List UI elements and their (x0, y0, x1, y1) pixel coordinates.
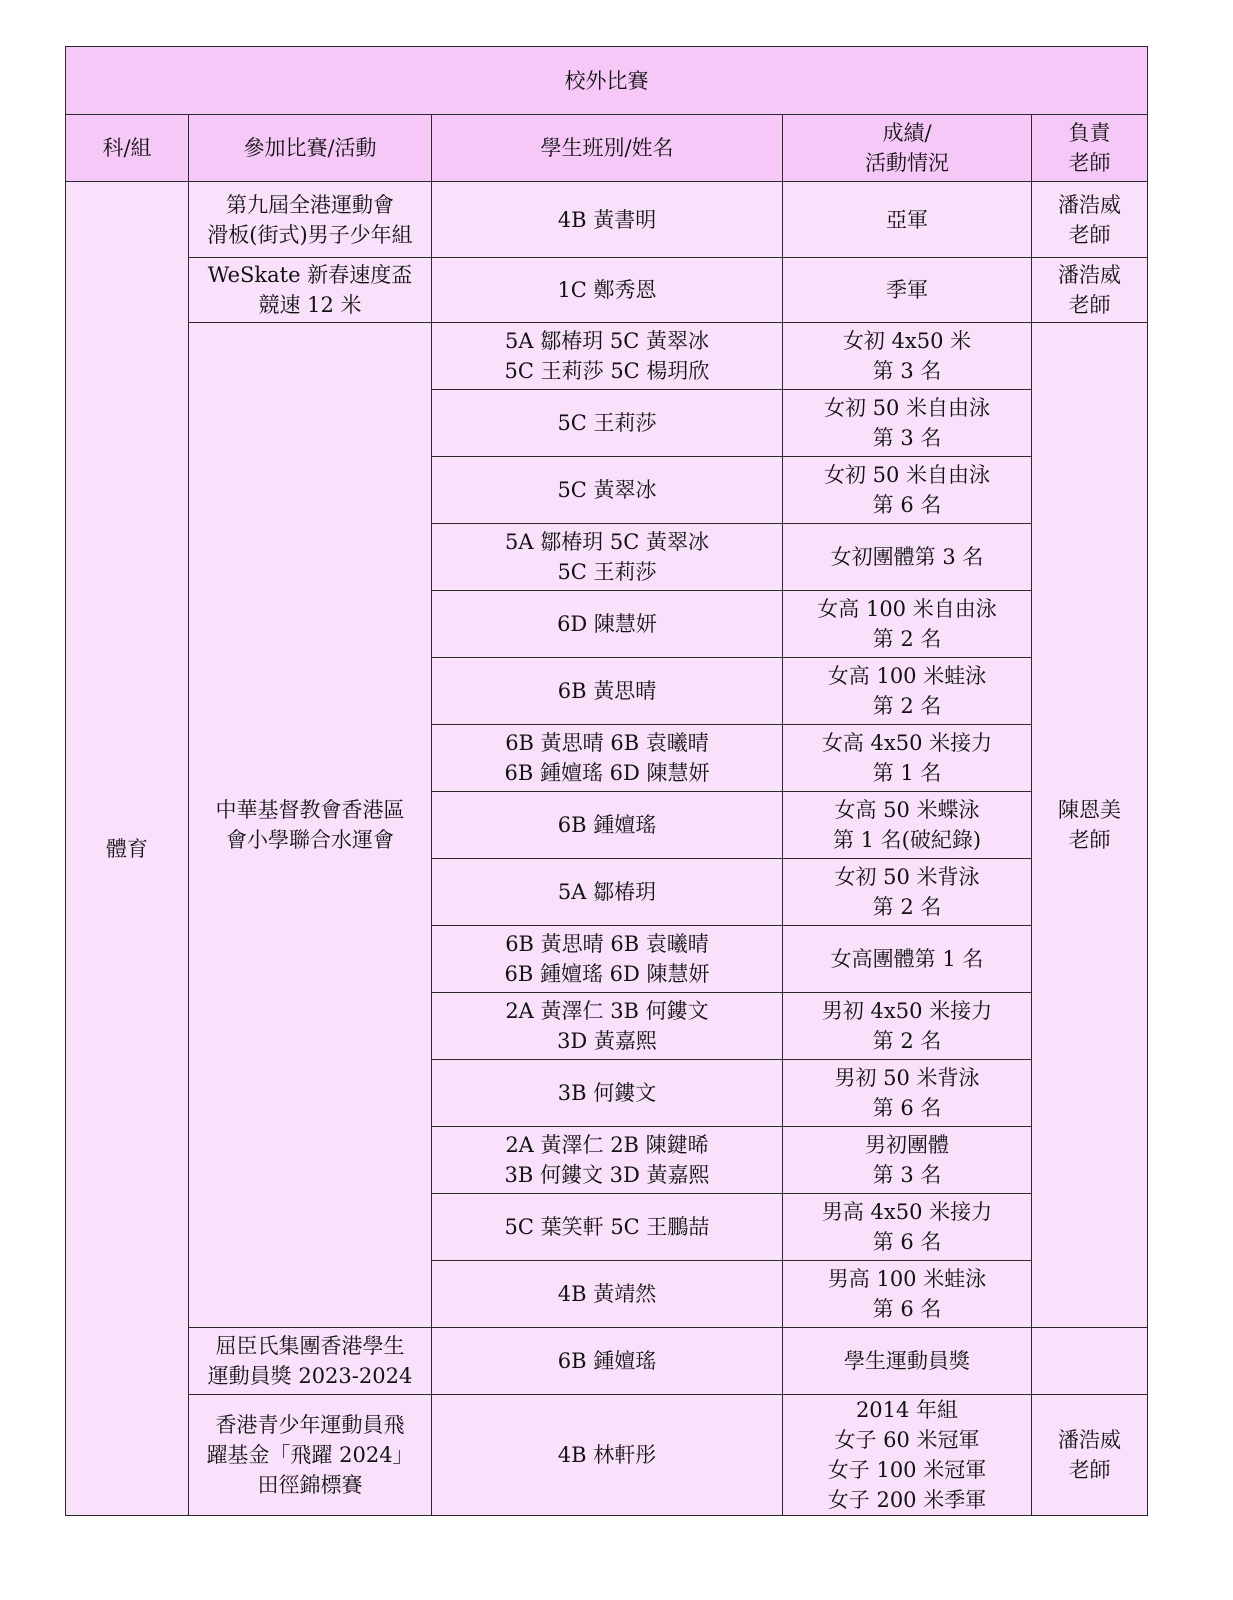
table-row (66, 323, 1148, 390)
student-cell: 5A 鄒椿玥 (432, 859, 783, 926)
student-cell: 6B 鍾嬗瑤 (432, 1328, 783, 1395)
student-cell: 6B 黃思晴 6B 袁曦晴 6B 鍾嬗瑤 6D 陳慧妍 (432, 725, 783, 792)
header-teacher: 負責 老師 (1032, 115, 1148, 182)
student-cell: 3B 何鏤文 (432, 1060, 783, 1127)
result-cell: 男初團體 第 3 名 (783, 1127, 1032, 1194)
student-cell: 5C 葉笑軒 5C 王鵬喆 (432, 1194, 783, 1261)
event-cell: 屈臣氏集團香港學生 運動員獎 2023-2024 (189, 1328, 432, 1395)
teacher-cell: 陳恩美 老師 (1032, 323, 1148, 1328)
table-title-row (66, 47, 1148, 115)
competition-results-table (65, 46, 1148, 1516)
result-cell: 男初 50 米背泳 第 6 名 (783, 1060, 1032, 1127)
student-cell: 5C 王莉莎 (432, 390, 783, 457)
student-cell: 6B 黃思晴 6B 袁曦晴 6B 鍾嬗瑤 6D 陳慧妍 (432, 926, 783, 993)
subject-cell: 體育 (66, 182, 189, 1516)
event-cell: WeSkate 新春速度盃 競速 12 米 (189, 258, 432, 323)
result-cell: 2014 年組 女子 60 米冠軍 女子 100 米冠軍 女子 200 米季軍 (783, 1395, 1032, 1516)
student-cell: 4B 林軒彤 (432, 1395, 783, 1516)
student-cell: 1C 鄭秀恩 (432, 258, 783, 323)
student-cell: 5A 鄒椿玥 5C 黃翠冰 5C 王莉莎 (432, 524, 783, 591)
result-cell: 女初 50 米自由泳 第 3 名 (783, 390, 1032, 457)
result-cell: 女高團體第 1 名 (783, 926, 1032, 993)
student-cell: 4B 黃靖然 (432, 1261, 783, 1328)
teacher-cell: 潘浩威 老師 (1032, 182, 1148, 258)
event-cell: 中華基督教會香港區 會小學聯合水運會 (189, 323, 432, 1328)
header-student: 學生班別/姓名 (432, 115, 783, 182)
result-cell: 男高 4x50 米接力 第 6 名 (783, 1194, 1032, 1261)
table-row (66, 1328, 1148, 1395)
header-result: 成績/ 活動情況 (783, 115, 1032, 182)
student-cell: 6B 黃思晴 (432, 658, 783, 725)
header-event: 參加比賽/活動 (189, 115, 432, 182)
event-cell: 第九屆全港運動會 滑板(街式)男子少年組 (189, 182, 432, 258)
result-cell: 男初 4x50 米接力 第 2 名 (783, 993, 1032, 1060)
header-subject: 科/組 (66, 115, 189, 182)
student-cell: 2A 黃澤仁 3B 何鏤文 3D 黃嘉熙 (432, 993, 783, 1060)
table-row (66, 182, 1148, 258)
student-cell: 6B 鍾嬗瑤 (432, 792, 783, 859)
teacher-cell: 潘浩威 老師 (1032, 1395, 1148, 1516)
table-title: 校外比賽 (66, 47, 1148, 115)
table-row (66, 1395, 1148, 1516)
result-cell: 女初 50 米自由泳 第 6 名 (783, 457, 1032, 524)
result-cell: 亞軍 (783, 182, 1032, 258)
table-row (66, 258, 1148, 323)
result-cell: 女高 100 米自由泳 第 2 名 (783, 591, 1032, 658)
result-cell: 女初 4x50 米 第 3 名 (783, 323, 1032, 390)
teacher-cell (1032, 1328, 1148, 1395)
result-cell: 女高 100 米蛙泳 第 2 名 (783, 658, 1032, 725)
event-cell: 香港青少年運動員飛 躍基金「飛躍 2024」 田徑錦標賽 (189, 1395, 432, 1516)
result-cell: 女高 4x50 米接力 第 1 名 (783, 725, 1032, 792)
result-cell: 女初團體第 3 名 (783, 524, 1032, 591)
result-cell: 女初 50 米背泳 第 2 名 (783, 859, 1032, 926)
student-cell: 6D 陳慧妍 (432, 591, 783, 658)
teacher-cell: 潘浩威 老師 (1032, 258, 1148, 323)
result-cell: 女高 50 米蝶泳 第 1 名(破紀錄) (783, 792, 1032, 859)
result-cell: 學生運動員獎 (783, 1328, 1032, 1395)
result-cell: 季軍 (783, 258, 1032, 323)
student-cell: 2A 黃澤仁 2B 陳鍵晞 3B 何鏤文 3D 黃嘉熙 (432, 1127, 783, 1194)
student-cell: 5C 黃翠冰 (432, 457, 783, 524)
student-cell: 4B 黃書明 (432, 182, 783, 258)
table-header-row (66, 115, 1148, 182)
student-cell: 5A 鄒椿玥 5C 黃翠冰 5C 王莉莎 5C 楊玥欣 (432, 323, 783, 390)
result-cell: 男高 100 米蛙泳 第 6 名 (783, 1261, 1032, 1328)
